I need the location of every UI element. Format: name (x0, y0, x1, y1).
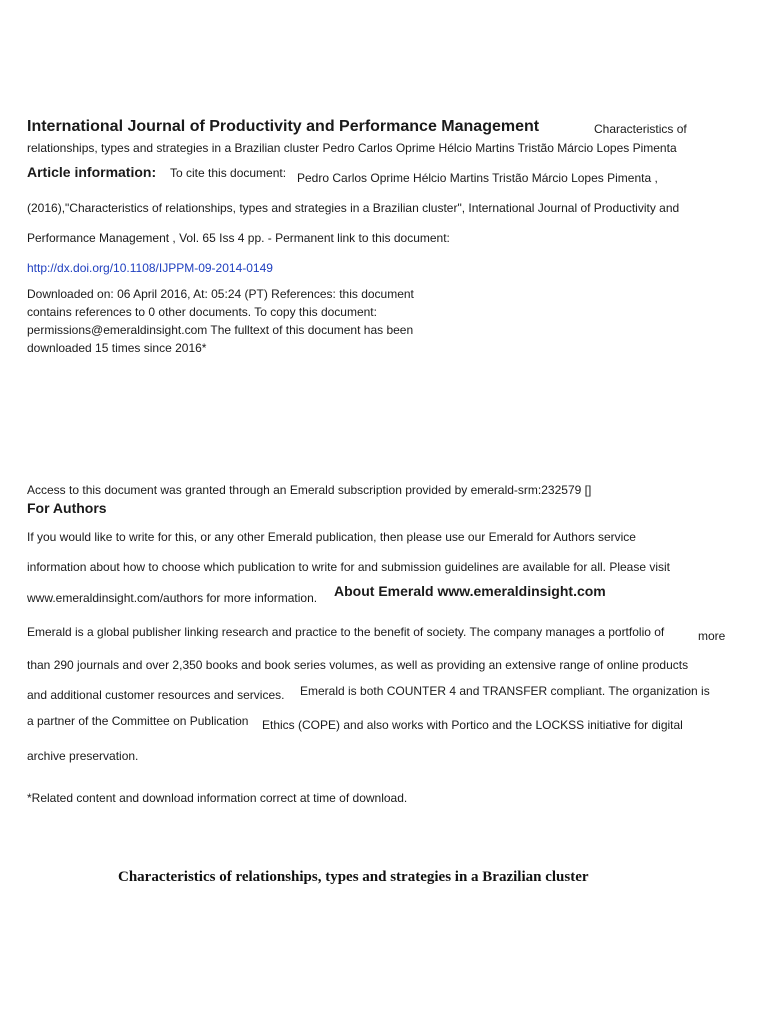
about-line-4a: a partner of the Committee on Publication (27, 714, 249, 728)
title-tail: Characteristics of (594, 122, 687, 136)
about-line-3b: Emerald is both COUNTER 4 and TRANSFER compliant. The organization is (300, 684, 710, 698)
doi-link[interactable]: http://dx.doi.org/10.1108/IJPPM-09-2014-0149 (27, 261, 273, 275)
citation-line-2: Performance Management , Vol. 65 Iss 4 pp. - Permanent link to this document: (27, 231, 450, 245)
for-authors-line-3: www.emeraldinsight.com/authors for more information. (27, 591, 318, 605)
cite-label: To cite this document: (170, 166, 287, 180)
article-info-heading: Article information: (27, 164, 157, 180)
download-info (27, 285, 457, 357)
for-authors-heading: For Authors (27, 500, 107, 516)
about-line-5: archive preservation. (27, 749, 139, 763)
about-line-2: than 290 journals and over 2,350 books and book series volumes, as well as providing an extensive range of online products (27, 658, 689, 672)
download-line: Downloaded on: 06 April 2016, At: 05:24 (PT) References: this document (27, 287, 414, 301)
access-statement: Access to this document was granted through an Emerald subscription provided by emerald-srm:232579 [] (27, 483, 592, 497)
about-line-1-tail: more (698, 629, 726, 643)
authors: Pedro Carlos Oprime Hélcio Martins Tristão Márcio Lopes Pimenta , (297, 171, 658, 185)
footnote: *Related content and download information correct at time of download. (27, 791, 408, 805)
download-line: permissions@emeraldinsight.com The fulltext of this document has been (27, 323, 414, 337)
about-line-1: Emerald is a global publisher linking research and practice to the benefit of society. The company manages a portfolio of (27, 625, 665, 639)
download-line: downloaded 15 times since 2016* (27, 341, 207, 355)
about-line-4b: Ethics (COPE) and also works with Portico and the LOCKSS initiative for digital (262, 718, 683, 732)
about-heading: About Emerald www.emeraldinsight.com (334, 583, 606, 599)
title-line-2: relationships, types and strategies in a Brazilian cluster Pedro Carlos Oprime Hélcio Martins Tristão Márcio Lopes Pimenta (27, 141, 677, 155)
download-line: contains references to 0 other documents. To copy this document: (27, 305, 377, 319)
citation-line-1: (2016),"Characteristics of relationships, types and strategies in a Brazilian cluster", International Journal of Productivity and (27, 201, 680, 215)
about-line-3a: and additional customer resources and services. (27, 688, 285, 702)
paper-title: Characteristics of relationships, types and strategies in a Brazilian cluster (118, 869, 589, 885)
for-authors-line-2: information about how to choose which publication to write for and submission guidelines are available for all. Please visit (27, 560, 671, 574)
journal-title: International Journal of Productivity and Performance Management (27, 118, 540, 135)
for-authors-line-1: If you would like to write for this, or any other Emerald publication, then please use our Emerald for Authors service (27, 530, 636, 544)
